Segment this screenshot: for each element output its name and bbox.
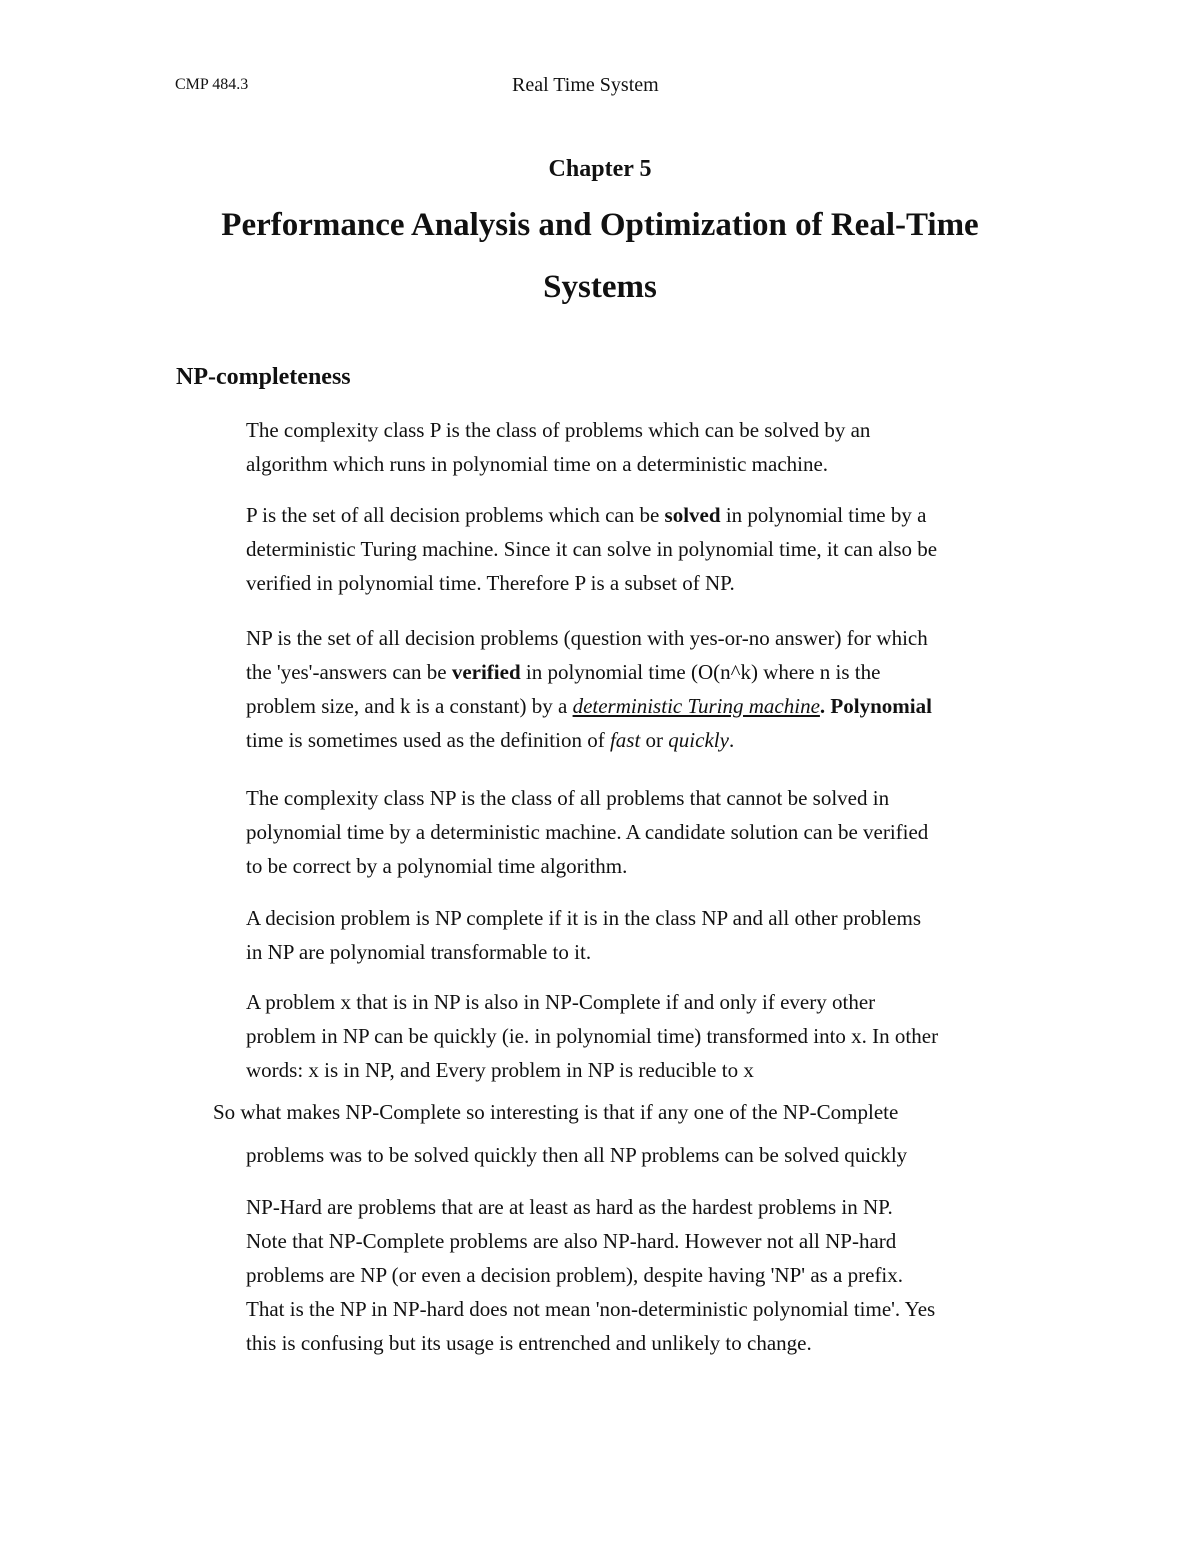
- paragraph-class-p: [246, 413, 1046, 481]
- italic-term-quickly: quickly: [668, 728, 729, 752]
- paragraph-np-complete-interest-line-1: So what makes NP-Complete so interesting is that if any one of the NP-Complete: [213, 1100, 899, 1124]
- paragraph-np-complete: [246, 901, 1046, 969]
- document-title-line-1: Performance Analysis and Optimization of Real-Time: [221, 207, 979, 243]
- text-line: problems was to be solved quickly then all NP problems can be solved quickly: [246, 1143, 908, 1167]
- text-line: to be correct by a polynomial time algorithm.: [246, 854, 628, 878]
- text-run: .: [728, 728, 735, 752]
- text-line: [246, 723, 1046, 757]
- text-line: The complexity class NP is the class of all problems that cannot be solved in: [246, 786, 890, 810]
- text-line: words: x is in NP, and Every problem in NP is reducible to x: [246, 1058, 754, 1082]
- document-title-line-2: Systems: [543, 269, 657, 305]
- course-code: CMP 484.3: [175, 76, 249, 93]
- text-line: The complexity class P is the class of problems which can be solved by an: [246, 418, 871, 442]
- text-line: NP is the set of all decision problems (question with yes-or-no answer) for which: [246, 626, 928, 650]
- italic-term-fast: fast: [609, 728, 641, 752]
- text-run: problem size, and k is a constant) by a: [246, 694, 573, 718]
- text-run: or: [640, 728, 669, 752]
- text-line: this is confusing but its usage is entrenched and unlikely to change.: [246, 1331, 812, 1355]
- text-line: deterministic Turing machine. Since it can solve in polynomial time, it can also be: [246, 537, 938, 561]
- deterministic-turing-machine-link[interactable]: deterministic Turing machine: [572, 694, 820, 718]
- paragraph-np-complete-reduction: [246, 985, 1046, 1087]
- text-line: in NP are polynomial transformable to it.: [246, 940, 592, 964]
- document-title: [150, 194, 1050, 318]
- text-line: algorithm which runs in polynomial time on a deterministic machine.: [246, 452, 829, 476]
- text-line: problems are NP (or even a decision problem), despite having 'NP' as a prefix.: [246, 1263, 904, 1287]
- course-title: Real Time System: [512, 74, 659, 96]
- text-line: verified in polynomial time. Therefore P is a subset of NP.: [246, 571, 735, 595]
- chapter-label: Chapter 5: [548, 156, 652, 182]
- text-run: P is the set of all decision problems which can be: [246, 503, 665, 527]
- page-header: [175, 74, 1025, 98]
- paragraph-np-complete-interest: [246, 1138, 1046, 1172]
- paragraph-np-definition: [246, 621, 1046, 757]
- text-line: NP-Hard are problems that are at least as hard as the hardest problems in NP.: [246, 1195, 893, 1219]
- bold-term-solved: solved: [664, 503, 721, 527]
- text-line: A decision problem is NP complete if it is in the class NP and all other problems: [246, 906, 922, 930]
- text-run: time is sometimes used as the definition of: [246, 728, 610, 752]
- text-run: . Polynomial: [819, 694, 932, 718]
- text-run: in polynomial time (O(n^k) where n is the: [520, 660, 881, 684]
- text-line: problem in NP can be quickly (ie. in polynomial time) transformed into x. In other: [246, 1024, 939, 1048]
- text-line: [246, 498, 1046, 532]
- paragraph-np-hard: [246, 1190, 1046, 1360]
- text-line: [246, 655, 1046, 689]
- bold-term-verified: verified: [451, 660, 521, 684]
- text-line: A problem x that is in NP is also in NP-Complete if and only if every other: [246, 990, 876, 1014]
- text-line: polynomial time by a deterministic machine. A candidate solution can be verified: [246, 820, 929, 844]
- section-heading: NP-completeness: [176, 364, 351, 390]
- text-run: the 'yes'-answers can be: [246, 660, 452, 684]
- paragraph-p-definition: [246, 498, 1046, 600]
- text-run: in polynomial time by a: [720, 503, 927, 527]
- paragraph-class-np: [246, 781, 1046, 883]
- text-line: [246, 689, 1046, 723]
- text-line: That is the NP in NP-hard does not mean 'non-deterministic polynomial time'. Yes: [246, 1297, 936, 1321]
- text-line: Note that NP-Complete problems are also NP-hard. However not all NP-hard: [246, 1229, 897, 1253]
